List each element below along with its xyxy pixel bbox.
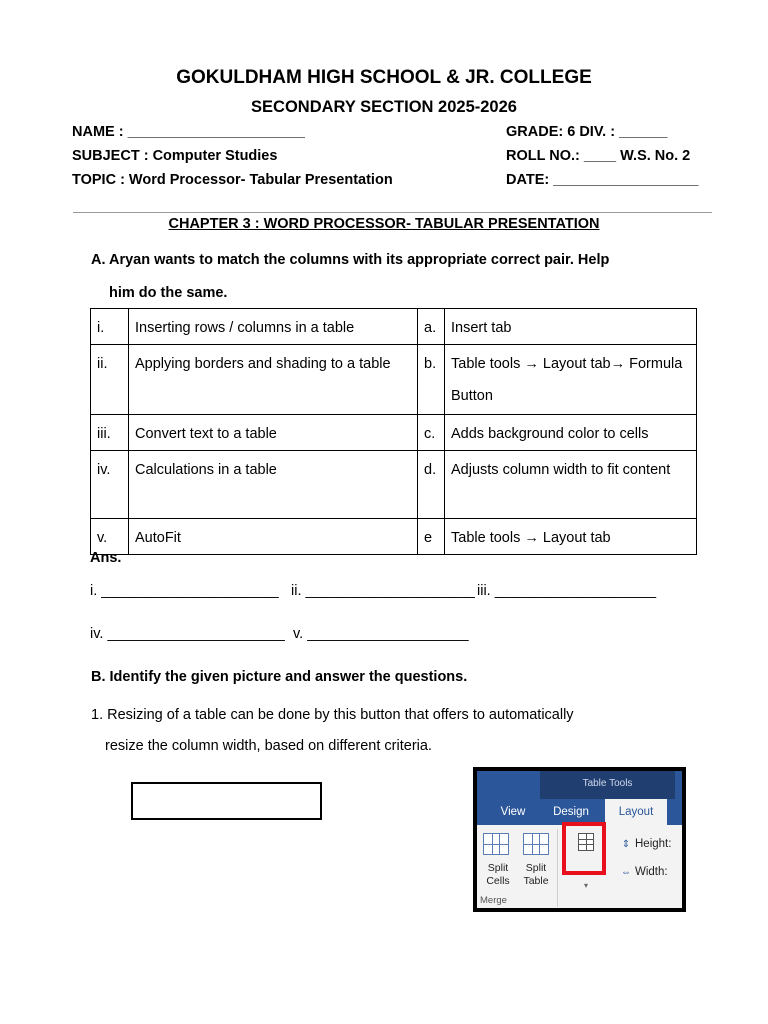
row-number: iii. xyxy=(91,415,129,451)
tab-layout: Layout xyxy=(605,799,667,825)
chevron-down-icon: ▾ xyxy=(583,881,588,890)
table-tools-bar xyxy=(477,771,682,799)
table-row xyxy=(91,451,697,519)
date-field: DATE: __________________ xyxy=(506,172,699,188)
right-item: Adds background color to cells xyxy=(445,415,697,451)
right-item: Table tools → Layout tab xyxy=(445,519,697,555)
row-number: ii. xyxy=(91,345,129,415)
height-control xyxy=(620,838,671,850)
divider xyxy=(73,212,712,213)
answer-blank-iii: iii. ____________________ xyxy=(477,583,657,599)
roll-field: ROLL NO.: ____ W.S. No. 2 xyxy=(506,148,691,164)
left-item: Inserting rows / columns in a table xyxy=(129,309,418,345)
table-row xyxy=(91,519,697,555)
question-b1-line2: resize the column width, based on different criteria. xyxy=(105,738,432,754)
school-name: GOKULDHAM HIGH SCHOOL & JR. COLLEGE xyxy=(176,67,592,88)
row-letter: a. xyxy=(418,309,445,345)
split-table-icon xyxy=(523,833,549,855)
table-row xyxy=(91,345,697,415)
split-cells-label: Split Cells xyxy=(486,862,510,887)
table-row xyxy=(91,415,697,451)
left-item: Calculations in a table xyxy=(129,451,418,519)
split-cells-icon xyxy=(483,833,509,855)
topic-field: TOPIC : Word Processor- Tabular Presentation xyxy=(72,172,393,188)
answer-blank-ii: ii. _____________________ xyxy=(291,583,475,599)
answer-blank-iv: iv. ______________________ xyxy=(90,626,285,642)
tab-view: View xyxy=(500,806,526,818)
row-letter: d. xyxy=(418,451,445,519)
autofit-highlight xyxy=(562,822,606,875)
section-year: SECONDARY SECTION 2025-2026 xyxy=(251,98,517,116)
answer-blank-i: i. ______________________ xyxy=(90,583,279,599)
answer-label: Ans. xyxy=(90,550,122,566)
row-letter: b. xyxy=(418,345,445,415)
row-letter: e xyxy=(418,519,445,555)
right-item: Insert tab xyxy=(445,309,697,345)
chapter-title: CHAPTER 3 : WORD PROCESSOR- TABULAR PRESENTATION xyxy=(168,216,600,232)
question-b1 xyxy=(91,700,711,762)
question-b-heading: B. Identify the given picture and answer the questions. xyxy=(91,669,468,685)
split-table-label: Split Table xyxy=(523,862,549,887)
height-icon: ⇕ xyxy=(621,839,631,850)
table-row xyxy=(91,309,697,345)
row-number: i. xyxy=(91,309,129,345)
grade-field: GRADE: 6 DIV. : ______ xyxy=(506,124,668,140)
row-letter: c. xyxy=(418,415,445,451)
tab-design: Design xyxy=(553,806,589,818)
question-a xyxy=(91,244,721,310)
match-table xyxy=(90,308,697,555)
left-item: Applying borders and shading to a table xyxy=(129,345,418,415)
row-number: v. xyxy=(91,519,129,555)
name-field: NAME : ______________________ xyxy=(72,124,305,140)
ribbon-screenshot xyxy=(473,767,686,912)
ribbon-separator xyxy=(557,829,558,907)
row-number: iv. xyxy=(91,451,129,519)
width-icon: ⇔ xyxy=(621,867,631,878)
right-item: Table tools → Layout tab→ Formula Button xyxy=(445,345,697,415)
height-label: Height: xyxy=(635,838,672,850)
width-label: Width: xyxy=(635,866,668,878)
answer-box xyxy=(131,782,322,820)
left-item: Convert text to a table xyxy=(129,415,418,451)
right-item: Adjusts column width to fit content xyxy=(445,451,697,519)
subject-field: SUBJECT : Computer Studies xyxy=(72,148,278,164)
merge-group-label: Merge xyxy=(480,895,507,906)
width-control xyxy=(620,866,668,878)
question-a-line2: him do the same. xyxy=(109,285,228,301)
answer-blank-v: v. ____________________ xyxy=(293,626,469,642)
question-b1-line1: 1. Resizing of a table can be done by this button that offers to automatically xyxy=(91,707,574,723)
left-item: AutoFit xyxy=(129,519,418,555)
question-a-line1: A. Aryan wants to match the columns with its appropriate correct pair. Help xyxy=(91,252,610,268)
table-tools-label: Table Tools xyxy=(540,771,675,799)
